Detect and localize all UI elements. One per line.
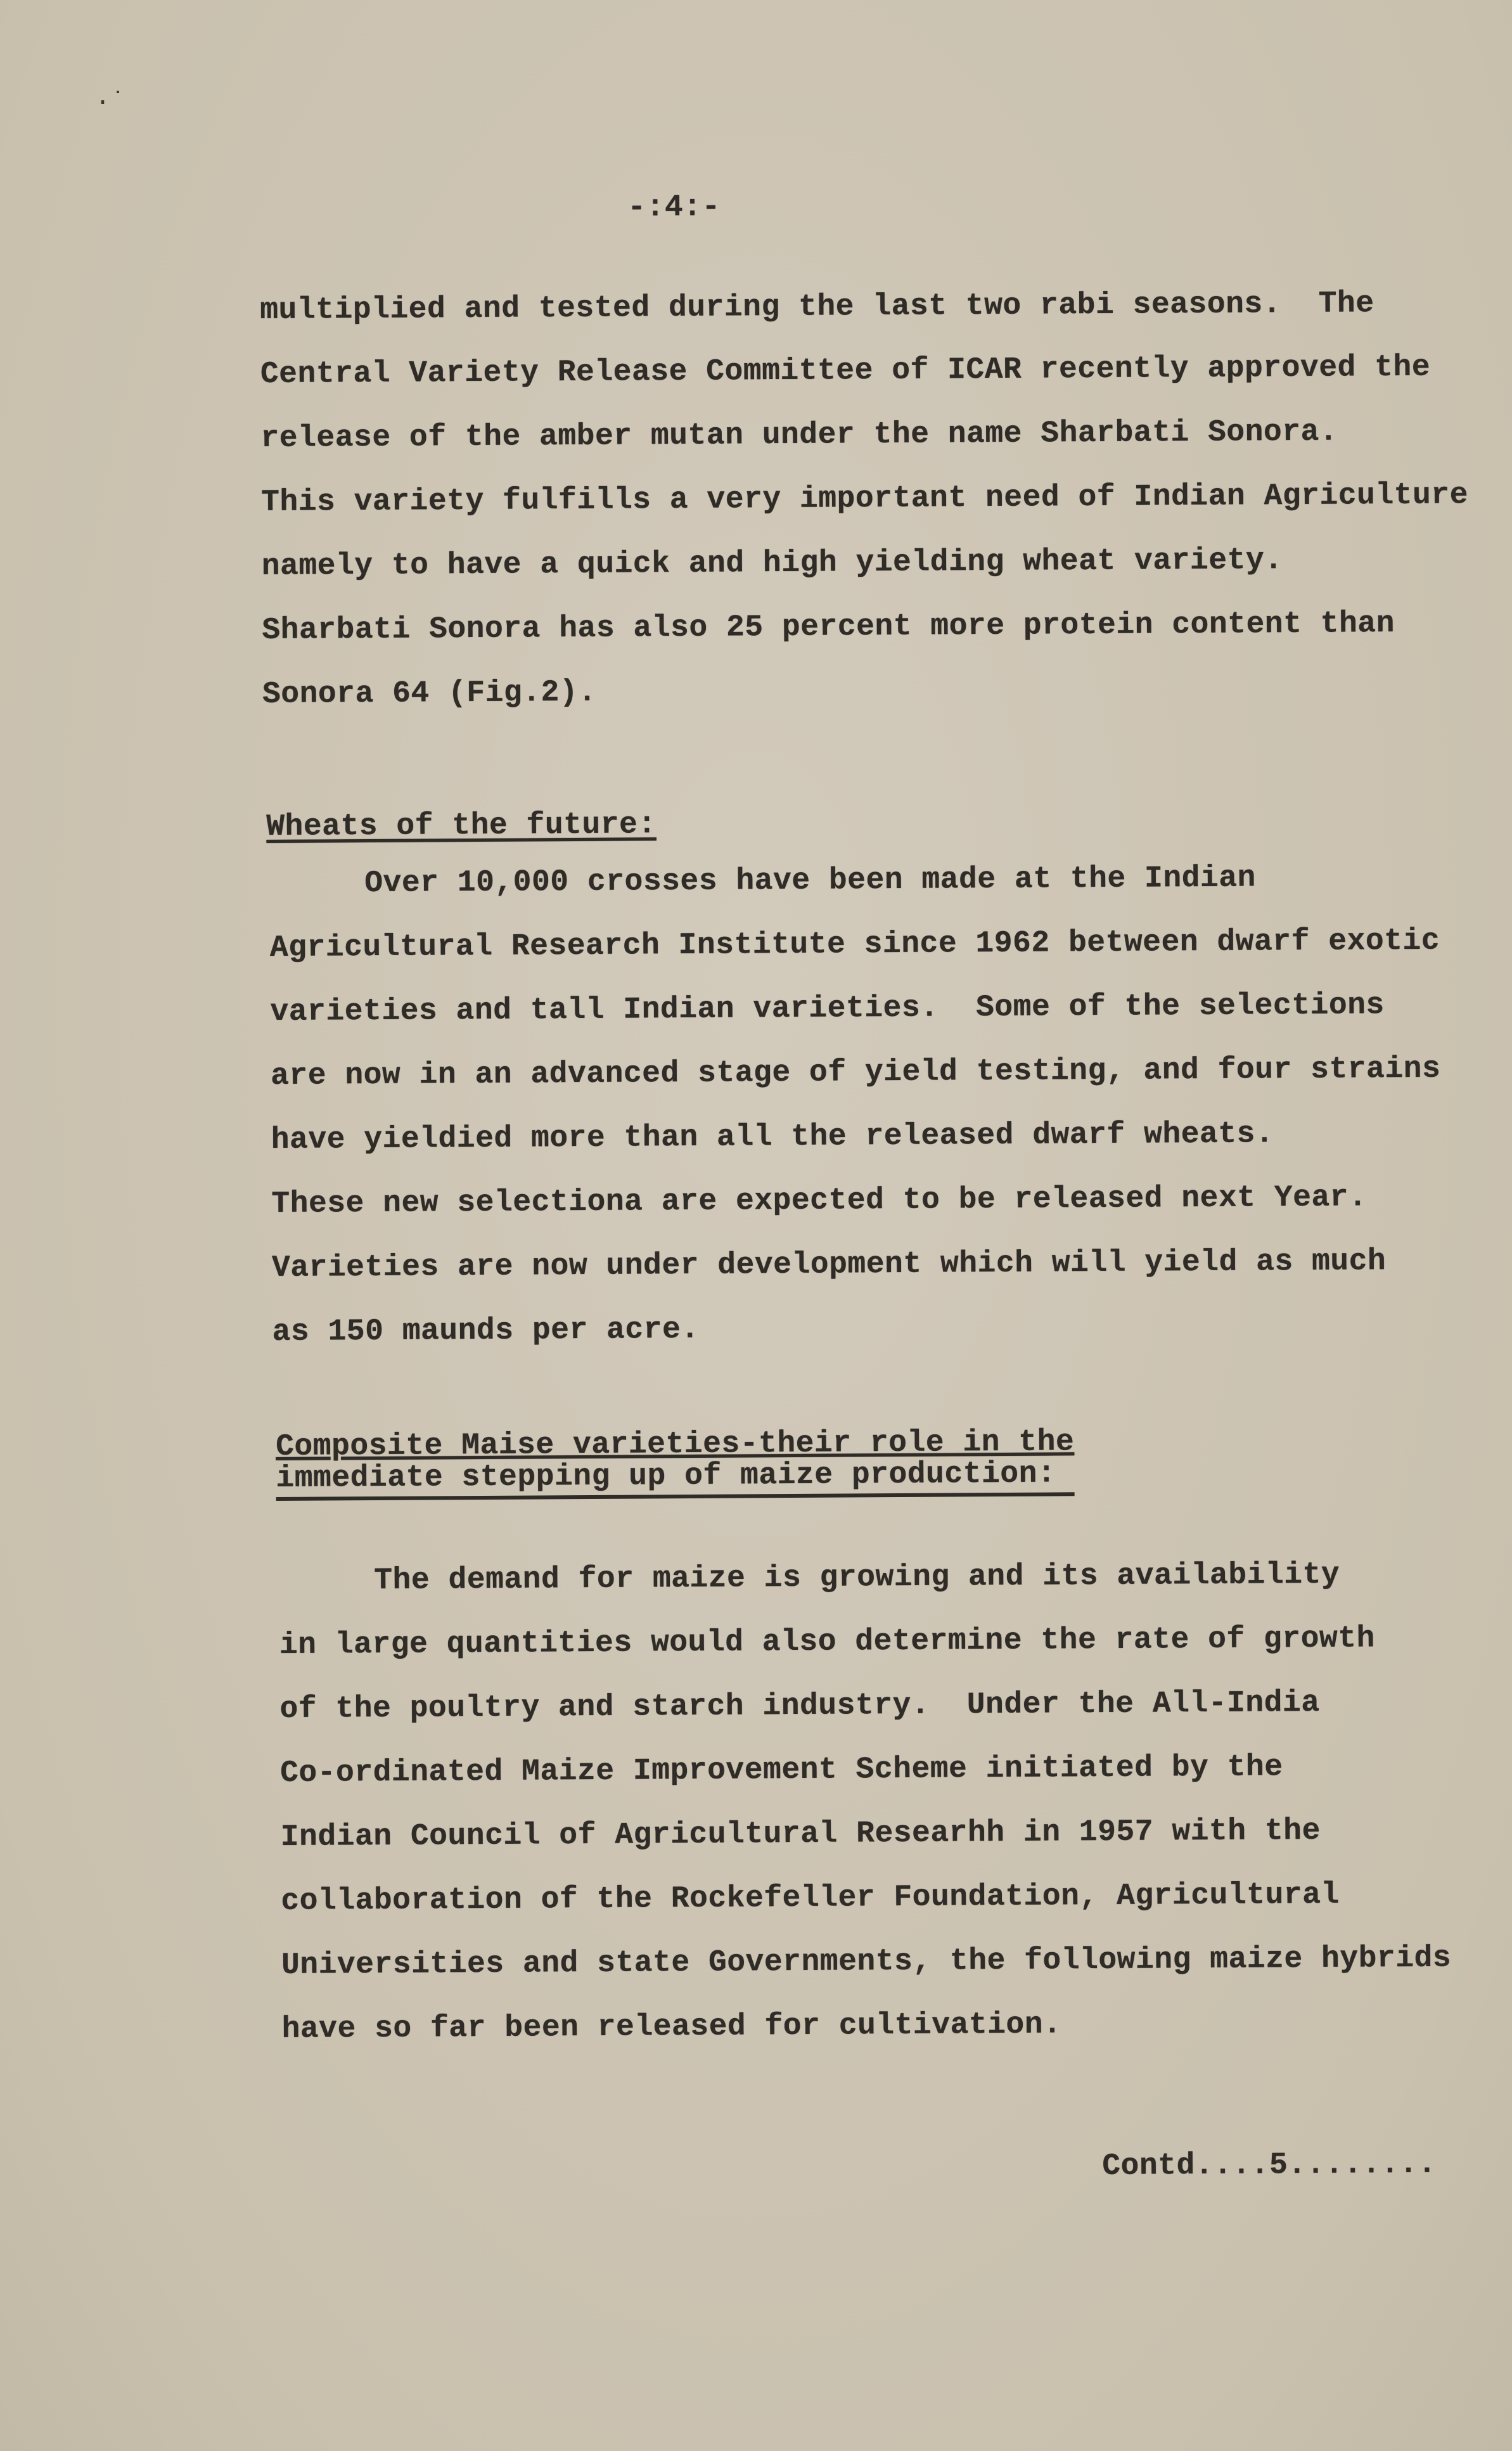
text-line: varieties and tall Indian varieties. Some of the selections [270,988,1385,1029]
text-line: multiplied and tested during the last two rabi seasons. The [260,286,1374,328]
text-line: Central Variety Release Committee of ICAR recently approved the [260,350,1431,392]
heading-line: immediate stepping up of maize production: [276,1457,1056,1496]
continued-note: Contd....5........ [1102,2147,1437,2184]
text-line: This variety fulfills a very important need of Indian Agriculture [260,478,1469,520]
page-number: -:4:- [627,190,721,225]
text-line: Sonora 64 (Fig.2). [262,675,597,712]
text-line: Indian Council of Agricultural Researhh in 1957 with the [280,1813,1321,1855]
text-line: in large quantities would also determine the rate of growth [279,1621,1376,1663]
ink-mark: ·˙ [95,89,126,117]
text-line: are now in an advanced stage of yield testing, and four strains [270,1052,1441,1093]
text-line: collaboration of the Rockefeller Foundation, Agricultural [281,1877,1340,1919]
text-line: as 150 maunds per acre. [272,1312,700,1349]
paragraph-wheats-future [269,846,1442,1365]
text-line: of the poultry and starch industry. Under the All-India [279,1685,1320,1727]
text-line: Co-ordinated Maize Improvement Scheme initiated by the [279,1750,1283,1791]
text-line: Sharbati Sonora has also 25 percent more protein content than [262,607,1395,648]
text-line: have so far been released for cultivation. [281,2007,1062,2047]
text-line: These new selectiona are expected to be released next Year. [271,1180,1368,1221]
text-line: Varieties are now under development which will yield as much [271,1244,1387,1285]
paragraph-maize-demand [279,1543,1452,2062]
paragraph-sharbati-sonora [260,271,1470,727]
text-line: have yieldied more than all the released dwarf wheats. [271,1117,1274,1157]
text-line: namely to have a quick and high yielding wheat variety. [261,543,1283,584]
heading-composite-maize [276,1426,1075,1501]
heading-wheats-of-the-future: Wheats of the future: [266,807,657,844]
text-line: Over 10,000 crosses have been made at the Indian [364,861,1257,901]
text-line: Universities and state Governments, the following maize hybrids [281,1941,1452,1983]
heading-line: Composite Maise varieties-their role in the [275,1425,1075,1464]
text-line: Agricultural Research Institute since 1962 between dwarf exotic [269,923,1440,965]
text-line: release of the amber mutan under the name Sharbati Sonora. [260,415,1338,456]
text-line: The demand for maize is growing and its availability [374,1557,1340,1599]
